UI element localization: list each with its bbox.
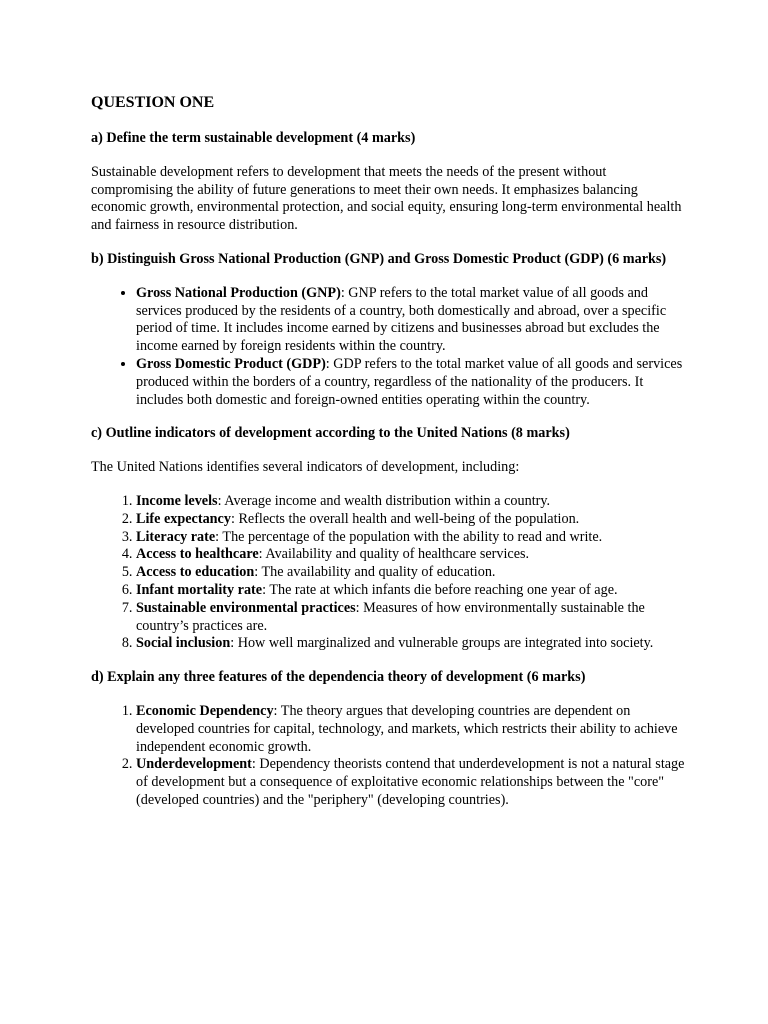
list-item — [136, 529, 691, 547]
document-page — [91, 93, 691, 826]
list-item — [136, 600, 691, 636]
question-b: b) Distinguish Gross National Production (GNP) and Gross Domestic Product (GDP) (6 marks) — [91, 250, 667, 267]
list-item-text: : GNP refers to the total market value of all goods and services produced by the residents of a country, both domestically and abroad, over a specific period of time. It includes income earned by citizens and businesses abroad but excludes the income earned by foreign residents within the country. — [136, 284, 667, 355]
question-d: d) Explain any three features of the dependencia theory of development (6 marks) — [91, 669, 586, 686]
list-item-term: Gross Domestic Product (GDP) — [136, 355, 326, 372]
indicators-list — [91, 493, 691, 653]
gnp-gdp-list — [91, 285, 691, 410]
list-item-term: Income levels — [136, 492, 218, 509]
list-item — [136, 511, 691, 529]
list-item — [136, 356, 691, 409]
list-item — [136, 582, 691, 600]
list-item — [136, 493, 691, 511]
list-item-text: : Dependency theorists contend that underdevelopment is not a natural stage of development but a consequence of exploitative economic relationships between the "core" (developed countries) and the "periphery" (developing countries). — [136, 756, 685, 808]
list-item-term: Infant mortality rate — [136, 581, 263, 598]
list-item — [136, 703, 691, 756]
list-item-term: Access to education — [136, 564, 255, 581]
list-item-term: Sustainable environmental practices — [136, 599, 356, 616]
list-item-text: : GDP refers to the total market value of all goods and services produced within the borders of a country, regardless of the nationality of the producers. It includes both domestic and foreign-owned entities operating within the country. — [136, 355, 683, 408]
list-item-text: : The percentage of the population with the ability to read and write. — [215, 528, 603, 545]
list-item-text: : How well marginalized and vulnerable groups are integrated into society. — [230, 635, 654, 652]
list-item-term: Life expectancy — [136, 510, 231, 527]
list-item — [136, 285, 691, 356]
intro-c: The United Nations identifies several indicators of development, including: — [91, 459, 520, 476]
question-c: c) Outline indicators of development according to the United Nations (8 marks) — [91, 425, 570, 442]
list-item — [136, 756, 691, 809]
list-item — [136, 564, 691, 582]
list-item-term: Access to healthcare — [136, 546, 259, 563]
answer-a: Sustainable development refers to development that meets the needs of the present without compromising the ability of future generations to meet their own needs. It emphasizes balancing economic growth, environmental protection, and social equity, ensuring long-term environmental health and fairness in resource distribution. — [91, 163, 682, 234]
list-item-term: Gross National Production (GNP) — [136, 284, 341, 301]
list-item — [136, 546, 691, 564]
list-item-text: : The availability and quality of education. — [254, 564, 496, 581]
list-item-text: : Availability and quality of healthcare services. — [258, 546, 530, 563]
list-item-term: Literacy rate — [136, 528, 216, 545]
list-item-text: : The theory argues that developing countries are dependent on developed countries for capital, technology, and markets, which restricts their ability to achieve independent economic growth. — [136, 702, 678, 755]
document-heading: QUESTION ONE — [91, 94, 215, 111]
list-item-text: : The rate at which infants die before reaching one year of age. — [262, 581, 618, 598]
list-item-text: : Average income and wealth distribution within a country. — [217, 492, 551, 509]
question-a: a) Define the term sustainable development (4 marks) — [91, 130, 416, 146]
list-item — [136, 635, 691, 653]
list-item-term: Economic Dependency — [136, 702, 274, 719]
dependencia-features-list — [91, 703, 691, 810]
list-item-term: Social inclusion — [136, 635, 231, 652]
list-item-term: Underdevelopment — [136, 756, 252, 773]
list-item-text: : Reflects the overall health and well-being of the population. — [230, 510, 580, 527]
list-item-text: : Measures of how environmentally sustainable the country’s practices are. — [136, 599, 645, 634]
